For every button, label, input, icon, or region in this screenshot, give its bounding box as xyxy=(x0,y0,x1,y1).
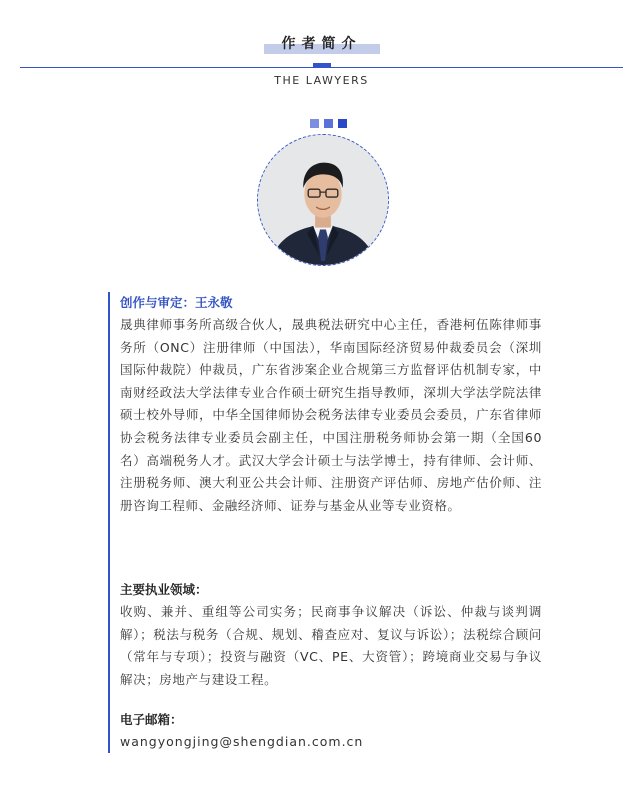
practice-section xyxy=(120,579,542,691)
dot-light xyxy=(310,119,319,128)
author-name: 王永敬 xyxy=(195,295,233,310)
dot-medium xyxy=(324,119,333,128)
dot-dark xyxy=(338,119,347,128)
author-portrait xyxy=(257,134,389,266)
bio-heading xyxy=(120,292,542,314)
email-address[interactable]: wangyongjing@shengdian.com.cn xyxy=(120,734,364,749)
contact-section xyxy=(120,709,542,753)
bio-heading-label: 创作与审定： xyxy=(120,295,196,310)
bio-section xyxy=(120,292,542,517)
portrait-illustration xyxy=(258,135,388,265)
section-subtitle: THE LAWYERS xyxy=(274,74,369,87)
email-heading: 电子邮箱： xyxy=(120,712,183,727)
practice-heading: 主要执业领域： xyxy=(120,582,208,597)
bio-text: 晟典律师事务所高级合伙人，晟典税法研究中心主任，香港柯伍陈律师事务所（ONC）注册律师（中国法），华南国际经济贸易仲裁委员会（深圳国际仲裁院）仲裁员，广东省涉案企业合规第三方监督评估机制专家，中南财经政法大学法律专业合作硕士研究生指导教师，深圳大学法学院法律硕士校外导师，中华全国律师协会税务法律专业委员会委员，广东省律师协会税务法律专业委员会副主任，中国注册税务师协会第一期（全国60名）高端税务人才。武汉大学会计硕士与法学博士，持有律师、会计师、注册税务师、澳大利亚公共会计师、注册资产评估师、房地产估价师、注册咨询工程师、金融经济师、证券与基金从业等专业资格。 xyxy=(120,317,542,513)
header-divider-accent xyxy=(313,63,331,68)
section-title: 作者简介 xyxy=(281,36,362,52)
practice-text: 收购、兼并、重组等公司实务；民商事争议解决（诉讼、仲裁与谈判调解）；税法与税务（合规、规划、稽查应对、复议与诉讼）；法税综合顾问（常年与专项）；投资与融资（VC、PE、大资管）；跨境商业交易与争议解决；房地产与建设工程。 xyxy=(120,604,542,687)
decorative-dots xyxy=(310,119,347,128)
bio-content xyxy=(108,292,542,753)
